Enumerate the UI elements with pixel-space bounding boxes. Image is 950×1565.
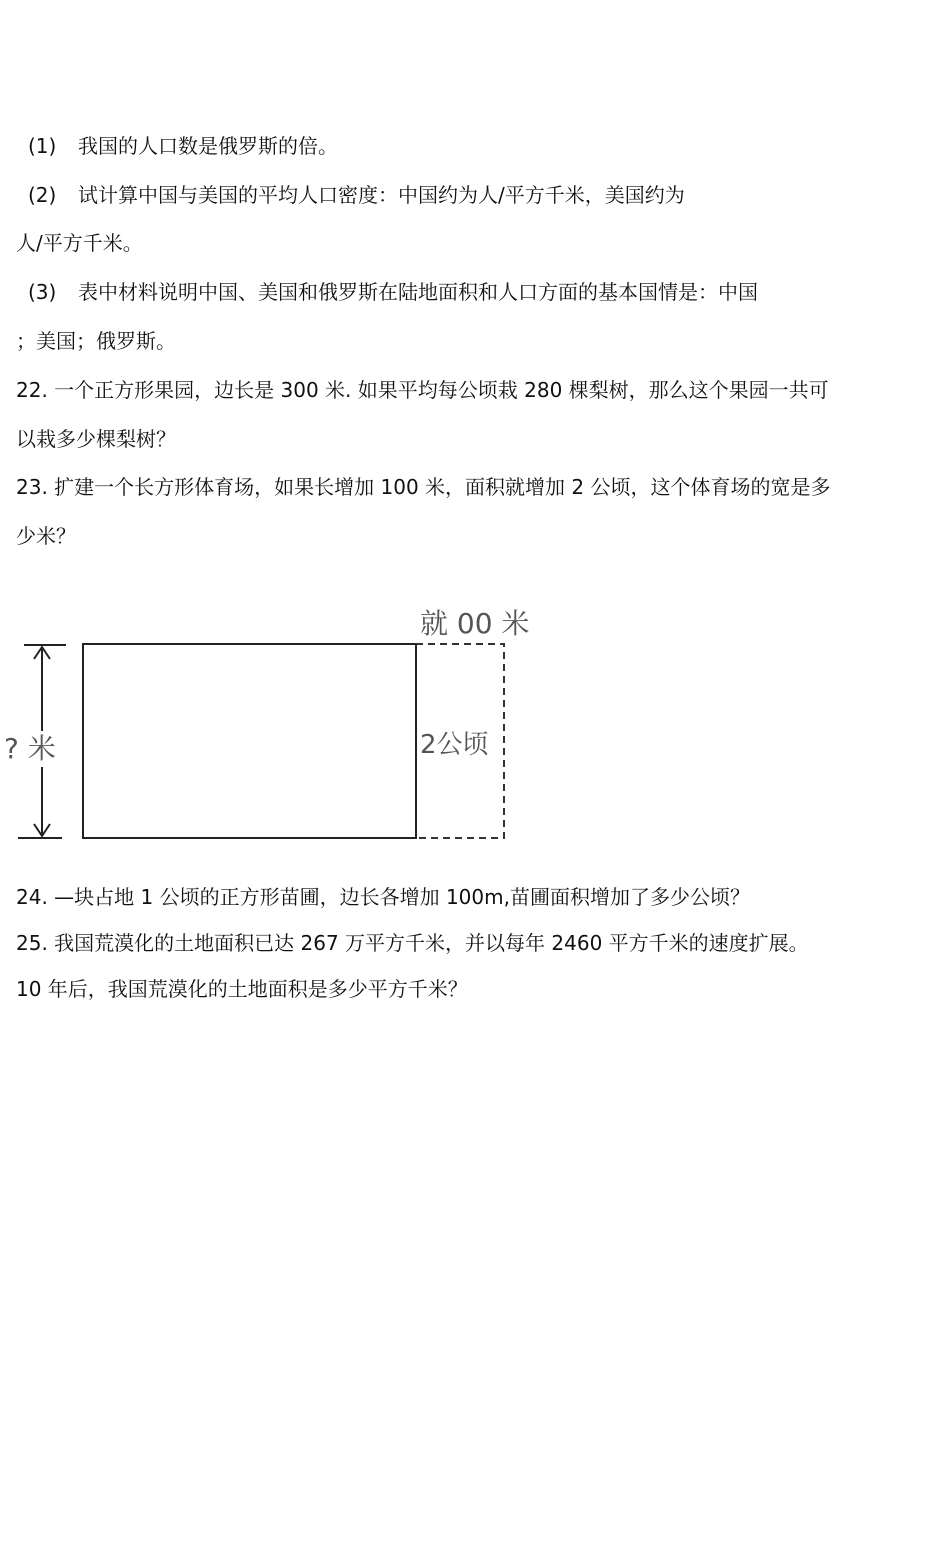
added-area-label: 2公顷 <box>420 730 489 760</box>
part-number: (3) <box>28 280 57 304</box>
part-text: 表中材料说明中国、美国和俄罗斯在陆地面积和人口方面的基本国情是：中国 <box>78 280 758 304</box>
question-22-line-2: 以栽多少棵梨树？ <box>16 427 176 451</box>
question-21-part-2-continuation: 人/平方千米。 <box>16 231 143 255</box>
question-21-part-2 <box>28 181 685 209</box>
question-23-line-1: 23. 扩建一个长方形体育场，如果长增加 100 米，面积就增加 2 公顷，这个体育场的宽是多 <box>16 475 831 499</box>
part-number: (1) <box>28 134 57 158</box>
width-unknown-label: ? 米 <box>4 732 56 765</box>
question-22-line-1: 22. 一个正方形果园，边长是 300 米. 如果平均每公顷栽 280 棵梨树，那么这个果园一共可 <box>16 378 829 402</box>
question-24: 24. —块占地 1 公顷的正方形苗圃，边长各增加 100m,苗圃面积增加了多少公顷？ <box>16 885 750 909</box>
part-text: 我国的人口数是俄罗斯的倍。 <box>78 134 338 158</box>
stadium-diagram <box>0 595 560 855</box>
question-25-line-1: 25. 我国荒漠化的土地面积已达 267 万平方千米，并以每年 2460 平方千米的速度扩展。 <box>16 931 809 955</box>
extension-length-label: 就 00 米 <box>420 607 530 640</box>
question-21-part-3-continuation: ；美国；俄罗斯。 <box>16 329 176 353</box>
original-stadium-rect <box>83 644 416 838</box>
question-25-line-2: 10 年后，我国荒漠化的土地面积是多少平方千米？ <box>16 977 468 1001</box>
question-23-line-2: 少米？ <box>16 524 76 548</box>
part-number: (2) <box>28 183 57 207</box>
part-text: 试计算中国与美国的平均人口密度：中国约为人/平方千米，美国约为 <box>78 183 685 207</box>
question-21-part-1 <box>28 132 338 160</box>
question-21-part-3 <box>28 278 758 306</box>
